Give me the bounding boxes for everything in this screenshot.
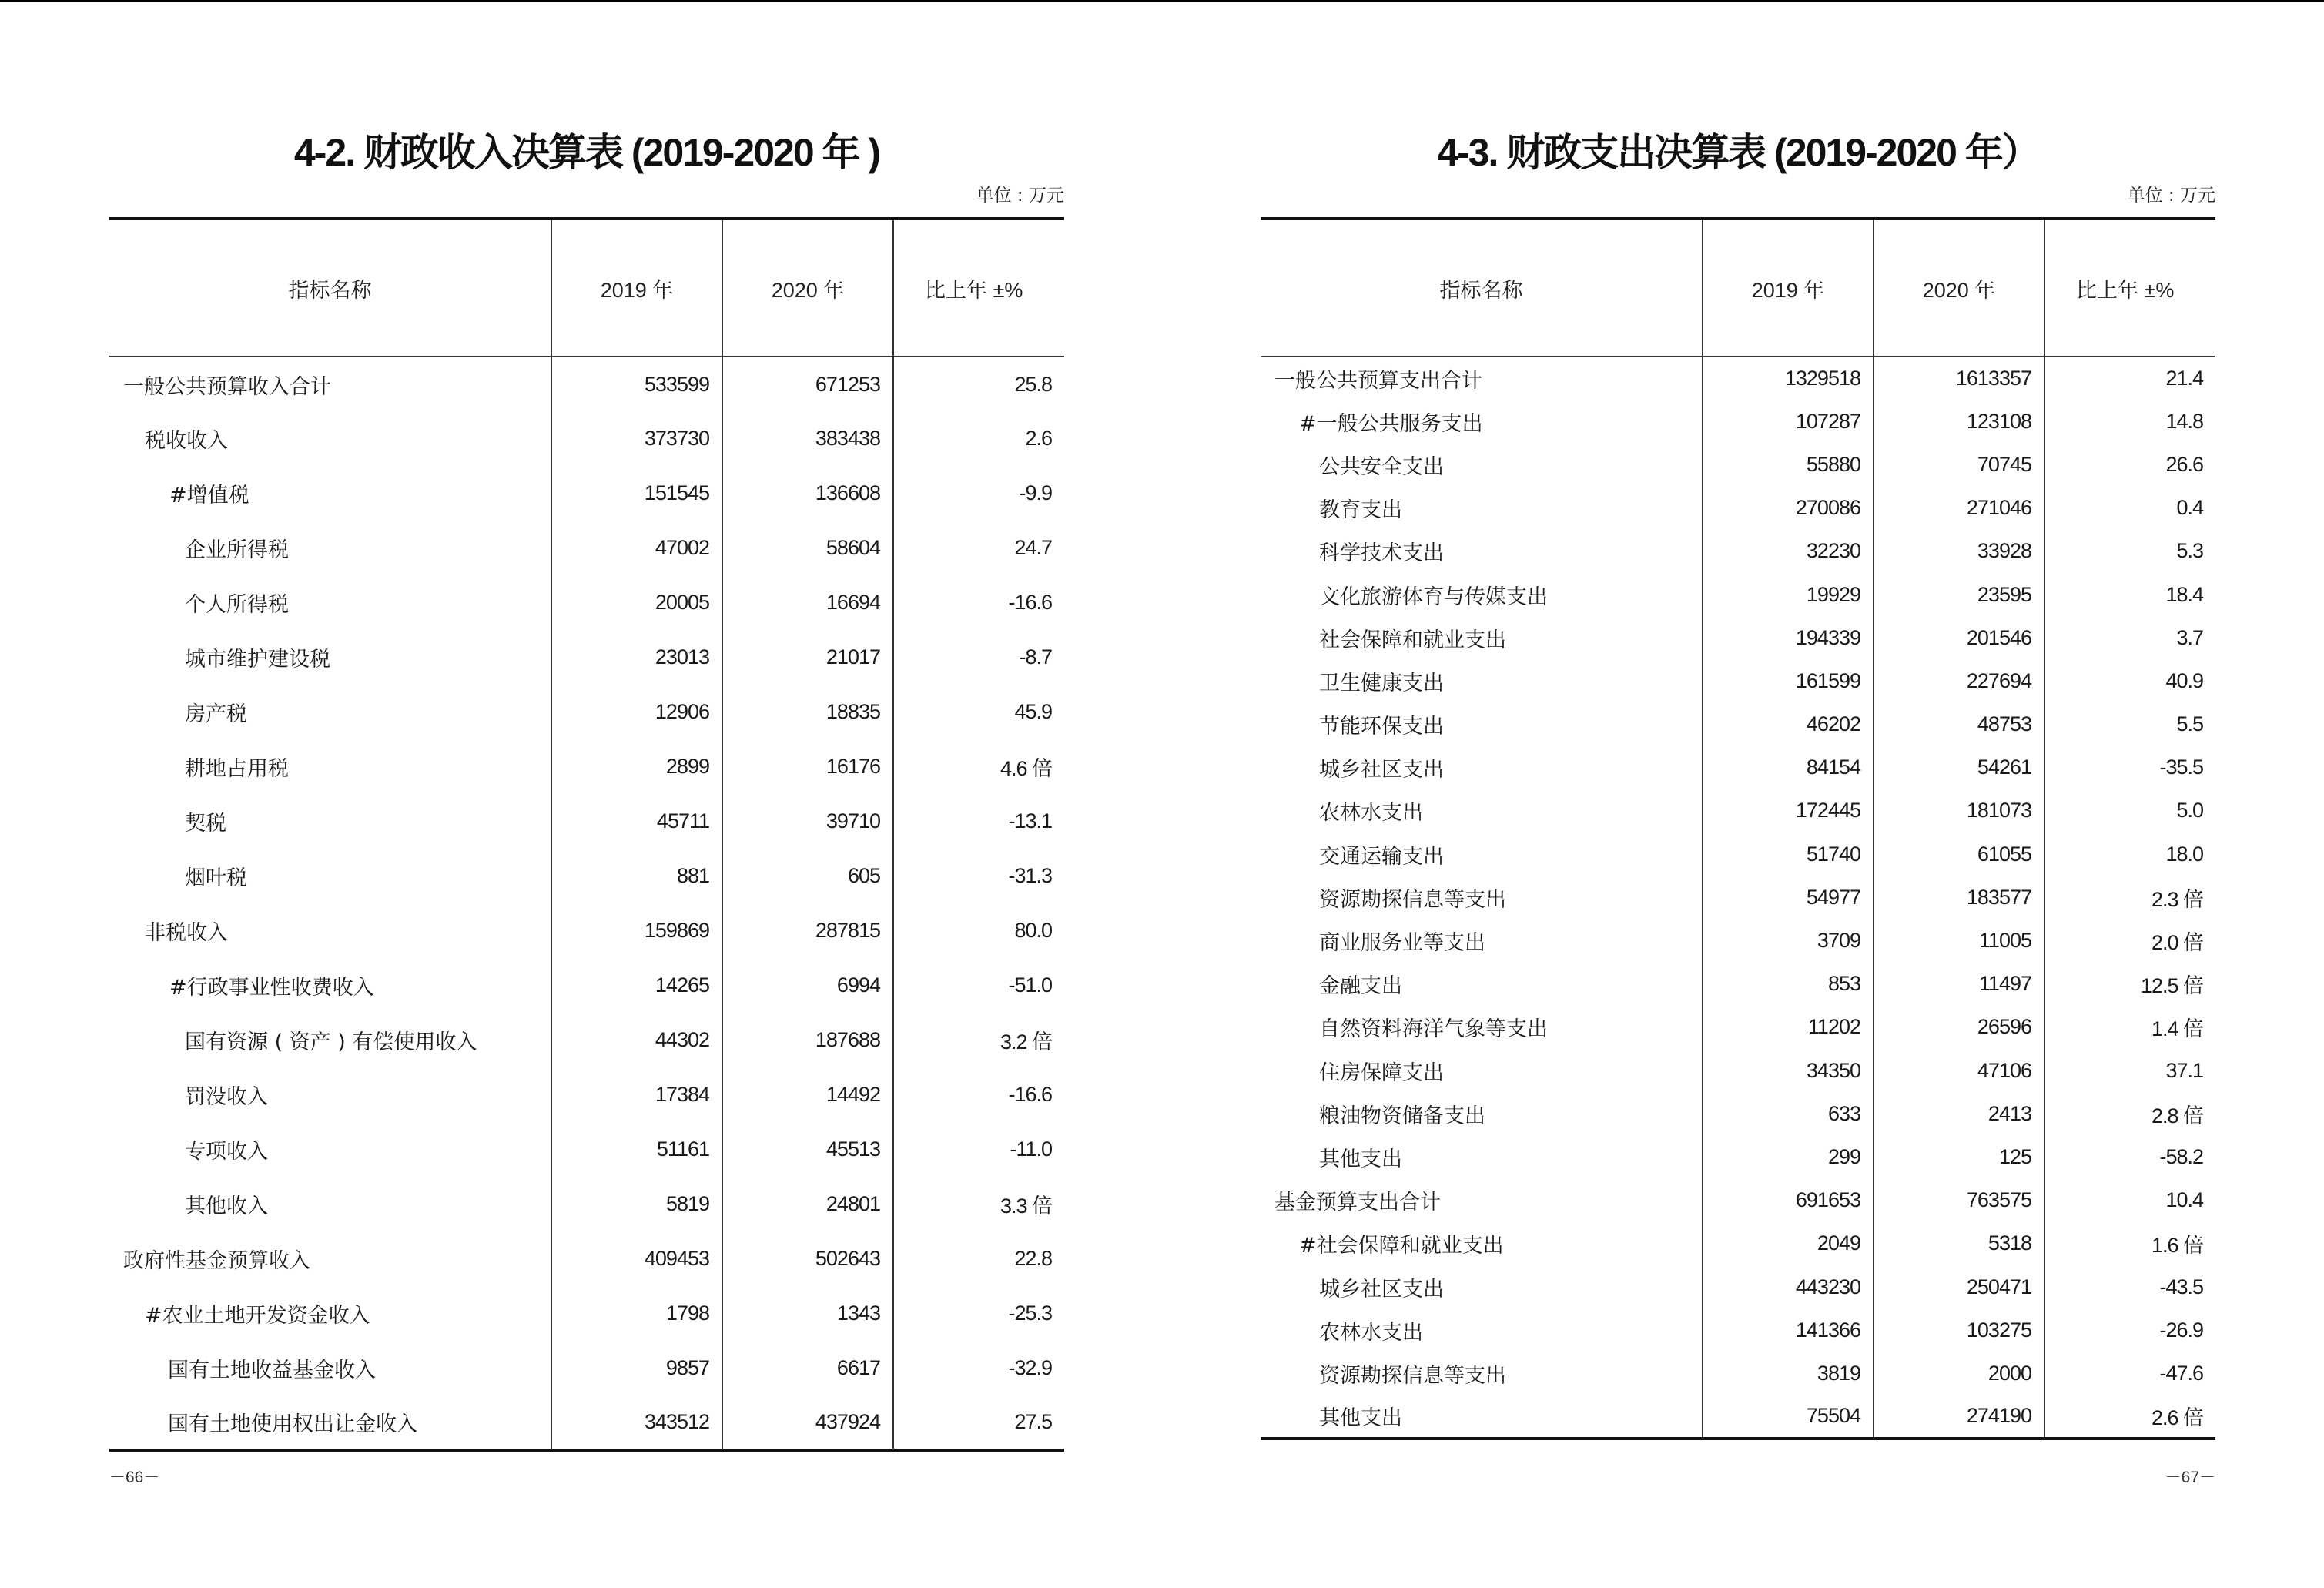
table-row [109, 1067, 1064, 1122]
row-name: 一般公共预算收入合计 [123, 374, 331, 399]
row-name: 契税 [185, 812, 226, 836]
value-2019: 54977 [1703, 876, 1874, 919]
value-2020: 136608 [722, 466, 893, 521]
header-2019: 2019 年 [1703, 219, 1874, 357]
row-name: 卫生健康支出 [1319, 671, 1444, 695]
value-2020: 383438 [722, 411, 893, 466]
value-2020: 6617 [722, 1341, 893, 1395]
table-row [109, 1177, 1064, 1231]
value-change-pct: 27.5 [893, 1395, 1064, 1450]
value-2020: 23595 [1874, 573, 2044, 616]
value-change-pct: 12.5 倍 [2044, 963, 2215, 1006]
value-change-pct: 14.8 [2044, 400, 2215, 443]
row-name: 政府性基金预算收入 [123, 1249, 310, 1273]
value-2020: 183577 [1874, 876, 2044, 919]
value-2020: 48753 [1874, 703, 2044, 746]
value-2020: 2000 [1874, 1352, 2044, 1395]
table-row [1261, 1265, 2215, 1308]
row-name: 城市维护建设税 [185, 648, 330, 672]
value-2020: 26596 [1874, 1006, 2044, 1049]
value-change-pct: -26.9 [2044, 1308, 2215, 1352]
value-2020: 1613357 [1874, 357, 2044, 400]
value-2019: 2049 [1703, 1222, 1874, 1265]
value-2020: 45513 [722, 1122, 893, 1177]
value-2019: 84154 [1703, 746, 1874, 789]
revenue-table [109, 217, 1064, 1452]
value-2020: 61055 [1874, 833, 2044, 876]
value-2020: 5318 [1874, 1222, 2044, 1265]
value-change-pct: 2.6 倍 [2044, 1395, 2215, 1439]
table-row [1261, 1135, 2215, 1178]
value-change-pct: -16.6 [893, 1067, 1064, 1122]
table-row [109, 1395, 1064, 1450]
value-2019: 533599 [551, 357, 722, 411]
table-row [1261, 789, 2215, 833]
value-change-pct: 26.6 [2044, 443, 2215, 486]
value-2019: 51740 [1703, 833, 1874, 876]
table-row [109, 357, 1064, 411]
value-change-pct: -35.5 [2044, 746, 2215, 789]
expenditure-table-container [1261, 217, 2215, 1440]
table-row [109, 903, 1064, 958]
value-2020: 21017 [722, 630, 893, 685]
row-name: 商业服务业等支出 [1319, 931, 1485, 956]
value-change-pct: -25.3 [893, 1286, 1064, 1341]
value-change-pct: -43.5 [2044, 1265, 2215, 1308]
unit-label: 单位 : 万元 [976, 186, 1064, 206]
value-2019: 12906 [551, 685, 722, 739]
value-2020: 227694 [1874, 659, 2044, 702]
left-page [109, 0, 1064, 1588]
value-2020: 24801 [722, 1177, 893, 1231]
value-2019: 2899 [551, 739, 722, 794]
value-2019: 3819 [1703, 1352, 1874, 1395]
row-name: 其他支出 [1319, 1147, 1402, 1171]
value-change-pct: 3.3 倍 [893, 1177, 1064, 1231]
value-change-pct: 24.7 [893, 521, 1064, 575]
row-name: 企业所得税 [185, 538, 289, 562]
value-2020: 2413 [1874, 1092, 2044, 1135]
row-name: 国有资源 ( 资产 ) 有偿使用收入 [185, 1030, 477, 1054]
value-change-pct: 18.4 [2044, 573, 2215, 616]
table-row [109, 1122, 1064, 1177]
value-2019: 373730 [551, 411, 722, 466]
value-2019: 5819 [551, 1177, 722, 1231]
value-change-pct: 2.0 倍 [2044, 919, 2215, 962]
value-2019: 34350 [1703, 1049, 1874, 1092]
value-change-pct: 5.0 [2044, 789, 2215, 833]
row-name: 科学技术支出 [1319, 541, 1444, 566]
row-name: 一般公共预算支出合计 [1274, 369, 1482, 394]
value-change-pct: 5.5 [2044, 703, 2215, 746]
row-name: 基金预算支出合计 [1274, 1191, 1441, 1215]
value-2019: 151545 [551, 466, 722, 521]
table-header-row [109, 219, 1064, 357]
row-name: #增值税 [169, 484, 249, 508]
value-change-pct: -16.6 [893, 575, 1064, 630]
value-2020: 1343 [722, 1286, 893, 1341]
value-2019: 11202 [1703, 1006, 1874, 1049]
value-2020: 58604 [722, 521, 893, 575]
table-row [1261, 487, 2215, 530]
value-2019: 1798 [551, 1286, 722, 1341]
table-row [1261, 573, 2215, 616]
value-2019: 46202 [1703, 703, 1874, 746]
value-2020: 125 [1874, 1135, 2044, 1178]
value-2020: 14492 [722, 1067, 893, 1122]
table-row [109, 466, 1064, 521]
expenditure-table-body [1261, 357, 2215, 1439]
table-row [1261, 1222, 2215, 1265]
table-row [1261, 443, 2215, 486]
table-row [109, 794, 1064, 849]
value-2019: 47002 [551, 521, 722, 575]
row-name: 农林水支出 [1319, 801, 1423, 826]
row-name: 节能环保支出 [1319, 715, 1444, 739]
table-row [1261, 1395, 2215, 1439]
value-2020: 11497 [1874, 963, 2044, 1006]
value-2020: 671253 [722, 357, 893, 411]
row-name: #农业土地开发资金收入 [145, 1304, 370, 1328]
value-change-pct: -9.9 [893, 466, 1064, 521]
value-2019: 161599 [1703, 659, 1874, 702]
table-row [1261, 357, 2215, 400]
value-2019: 44302 [551, 1013, 722, 1067]
table-header-row [1261, 219, 2215, 357]
value-change-pct: 18.0 [2044, 833, 2215, 876]
value-2020: 18835 [722, 685, 893, 739]
value-2019: 172445 [1703, 789, 1874, 833]
value-2020: 33928 [1874, 530, 2044, 573]
value-2019: 32230 [1703, 530, 1874, 573]
value-2020: 123108 [1874, 400, 2044, 443]
value-change-pct: 2.3 倍 [2044, 876, 2215, 919]
value-2020: 103275 [1874, 1308, 2044, 1352]
table-row [1261, 616, 2215, 659]
value-2020: 250471 [1874, 1265, 2044, 1308]
value-2020: 271046 [1874, 487, 2044, 530]
value-2019: 55880 [1703, 443, 1874, 486]
value-2019: 443230 [1703, 1265, 1874, 1308]
row-name: 国有土地使用权出让金收入 [109, 1395, 551, 1450]
value-2020: 274190 [1874, 1395, 2044, 1439]
value-change-pct: 0.4 [2044, 487, 2215, 530]
value-change-pct: 2.6 [893, 411, 1064, 466]
value-2019: 3709 [1703, 919, 1874, 962]
header-2020: 2020 年 [722, 219, 893, 357]
value-2019: 51161 [551, 1122, 722, 1177]
value-2019: 691653 [1703, 1179, 1874, 1222]
value-change-pct: -51.0 [893, 958, 1064, 1013]
row-name: 教育支出 [1319, 498, 1402, 523]
row-name: 住房保障支出 [1319, 1060, 1444, 1085]
unit-label: 单位 : 万元 [2127, 186, 2215, 206]
table-row [109, 411, 1064, 466]
value-2019: 343512 [551, 1395, 722, 1450]
table-row [1261, 1049, 2215, 1092]
header-2019: 2019 年 [551, 219, 722, 357]
value-change-pct: 4.6 倍 [893, 739, 1064, 794]
table-row [109, 1341, 1064, 1395]
value-change-pct: -58.2 [2044, 1135, 2215, 1178]
value-change-pct: 40.9 [2044, 659, 2215, 702]
row-name: #行政事业性收费收入 [169, 976, 374, 1000]
table-row [1261, 833, 2215, 876]
value-change-pct: 37.1 [2044, 1049, 2215, 1092]
table-row [1261, 919, 2215, 962]
value-2020: 181073 [1874, 789, 2044, 833]
value-change-pct: 45.9 [893, 685, 1064, 739]
value-2020: 16694 [722, 575, 893, 630]
table-row [1261, 1179, 2215, 1222]
row-name: 城乡社区支出 [1319, 1277, 1444, 1302]
header-2020: 2020 年 [1874, 219, 2044, 357]
value-2019: 23013 [551, 630, 722, 685]
row-name: 耕地占用税 [185, 757, 289, 781]
value-2020: 16176 [722, 739, 893, 794]
value-2019: 409453 [551, 1231, 722, 1286]
value-change-pct: 2.8 倍 [2044, 1092, 2215, 1135]
value-change-pct: 3.7 [2044, 616, 2215, 659]
row-name: 其他收入 [185, 1194, 268, 1218]
right-page [1261, 0, 2215, 1588]
row-name: 资源勘探信息等支出 [1319, 887, 1506, 912]
value-change-pct: -8.7 [893, 630, 1064, 685]
value-2020: 287815 [722, 903, 893, 958]
value-2019: 75504 [1703, 1395, 1874, 1439]
value-2019: 17384 [551, 1067, 722, 1122]
table-row [109, 1231, 1064, 1286]
table-row [1261, 659, 2215, 702]
value-2019: 45711 [551, 794, 722, 849]
table-row [109, 1013, 1064, 1067]
value-2020: 763575 [1874, 1179, 2044, 1222]
header-change-pct: 比上年 ±% [893, 219, 1064, 357]
header-indicator-name: 指标名称 [1261, 219, 1703, 357]
value-change-pct: 22.8 [893, 1231, 1064, 1286]
table-row [109, 849, 1064, 903]
value-2020: 187688 [722, 1013, 893, 1067]
value-2020: 11005 [1874, 919, 2044, 962]
value-2020: 70745 [1874, 443, 2044, 486]
row-name: 自然资料海洋气象等支出 [1319, 1017, 1548, 1042]
table-row [109, 739, 1064, 794]
value-2020: 54261 [1874, 746, 2044, 789]
table-row [109, 521, 1064, 575]
row-name: 个人所得税 [185, 593, 289, 617]
value-change-pct: 80.0 [893, 903, 1064, 958]
row-name: 城乡社区支出 [1319, 758, 1444, 782]
value-change-pct: -32.9 [893, 1341, 1064, 1395]
row-name: 交通运输支出 [1319, 844, 1444, 869]
value-2020: 437924 [722, 1395, 893, 1450]
value-change-pct: -47.6 [2044, 1352, 2215, 1395]
value-change-pct: -11.0 [893, 1122, 1064, 1177]
value-change-pct: -13.1 [893, 794, 1064, 849]
row-name: 粮油物资储备支出 [1319, 1104, 1485, 1128]
value-2020: 6994 [722, 958, 893, 1013]
row-name: 烟叶税 [185, 866, 247, 890]
table-row [1261, 1308, 2215, 1352]
table-row [109, 958, 1064, 1013]
table-row [109, 630, 1064, 685]
row-name: 资源勘探信息等支出 [1319, 1363, 1506, 1388]
value-2019: 14265 [551, 958, 722, 1013]
table-row [1261, 746, 2215, 789]
row-name: 社会保障和就业支出 [1319, 628, 1506, 652]
row-name: 罚没收入 [185, 1085, 268, 1109]
value-2020: 47106 [1874, 1049, 2044, 1092]
table-row [109, 1286, 1064, 1341]
revenue-table-body [109, 357, 1064, 1450]
row-name: 房产税 [185, 702, 247, 726]
value-change-pct: 1.6 倍 [2044, 1222, 2215, 1265]
value-2019: 9857 [551, 1341, 722, 1395]
row-name: 非税收入 [145, 921, 228, 945]
row-name: 农林水支出 [1319, 1320, 1423, 1345]
table-row [1261, 1352, 2215, 1395]
value-change-pct: 5.3 [2044, 530, 2215, 573]
expenditure-table [1261, 217, 2215, 1440]
row-name: 国有土地收益基金收入 [168, 1359, 376, 1382]
value-change-pct: -31.3 [893, 849, 1064, 903]
table-row [1261, 876, 2215, 919]
row-name: #一般公共服务支出 [1299, 411, 1483, 436]
page-title: 4-2. 财政收入决算表 (2019-2020 年 ) [293, 131, 880, 174]
value-change-pct: 3.2 倍 [893, 1013, 1064, 1067]
page-number: －66－ [109, 1469, 160, 1486]
value-change-pct: 1.4 倍 [2044, 1006, 2215, 1049]
page-title: 4-3. 财政支出决算表 (2019-2020 年） [1437, 131, 2039, 174]
value-2019: 299 [1703, 1135, 1874, 1178]
value-2019: 853 [1703, 963, 1874, 1006]
value-2020: 502643 [722, 1231, 893, 1286]
value-2019: 1329518 [1703, 357, 1874, 400]
value-2020: 39710 [722, 794, 893, 849]
value-2019: 159869 [551, 903, 722, 958]
table-row [109, 575, 1064, 630]
value-2019: 107287 [1703, 400, 1874, 443]
row-name: 文化旅游体育与传媒支出 [1319, 585, 1548, 609]
value-2019: 633 [1703, 1092, 1874, 1135]
row-name: 税收收入 [145, 429, 228, 453]
value-2019: 194339 [1703, 616, 1874, 659]
value-2020: 201546 [1874, 616, 2044, 659]
row-name: 专项收入 [185, 1140, 268, 1164]
value-2019: 19929 [1703, 573, 1874, 616]
table-row [1261, 1006, 2215, 1049]
header-change-pct: 比上年 ±% [2044, 219, 2215, 357]
table-row [1261, 703, 2215, 746]
table-row [1261, 530, 2215, 573]
header-indicator-name: 指标名称 [109, 219, 551, 357]
value-2019: 20005 [551, 575, 722, 630]
row-name: #社会保障和就业支出 [1299, 1234, 1504, 1258]
value-2019: 141366 [1703, 1308, 1874, 1352]
page-number: －67－ [2165, 1469, 2215, 1486]
value-2019: 881 [551, 849, 722, 903]
revenue-table-container [109, 217, 1064, 1452]
row-name: 金融支出 [1319, 974, 1402, 999]
row-name: 其他支出 [1261, 1395, 1703, 1439]
value-change-pct: 10.4 [2044, 1179, 2215, 1222]
value-2019: 270086 [1703, 487, 1874, 530]
value-change-pct: 25.8 [893, 357, 1064, 411]
table-row [109, 685, 1064, 739]
table-row [1261, 963, 2215, 1006]
value-change-pct: 21.4 [2044, 357, 2215, 400]
table-row [1261, 400, 2215, 443]
value-2020: 605 [722, 849, 893, 903]
row-name: 公共安全支出 [1319, 454, 1444, 479]
table-row [1261, 1092, 2215, 1135]
